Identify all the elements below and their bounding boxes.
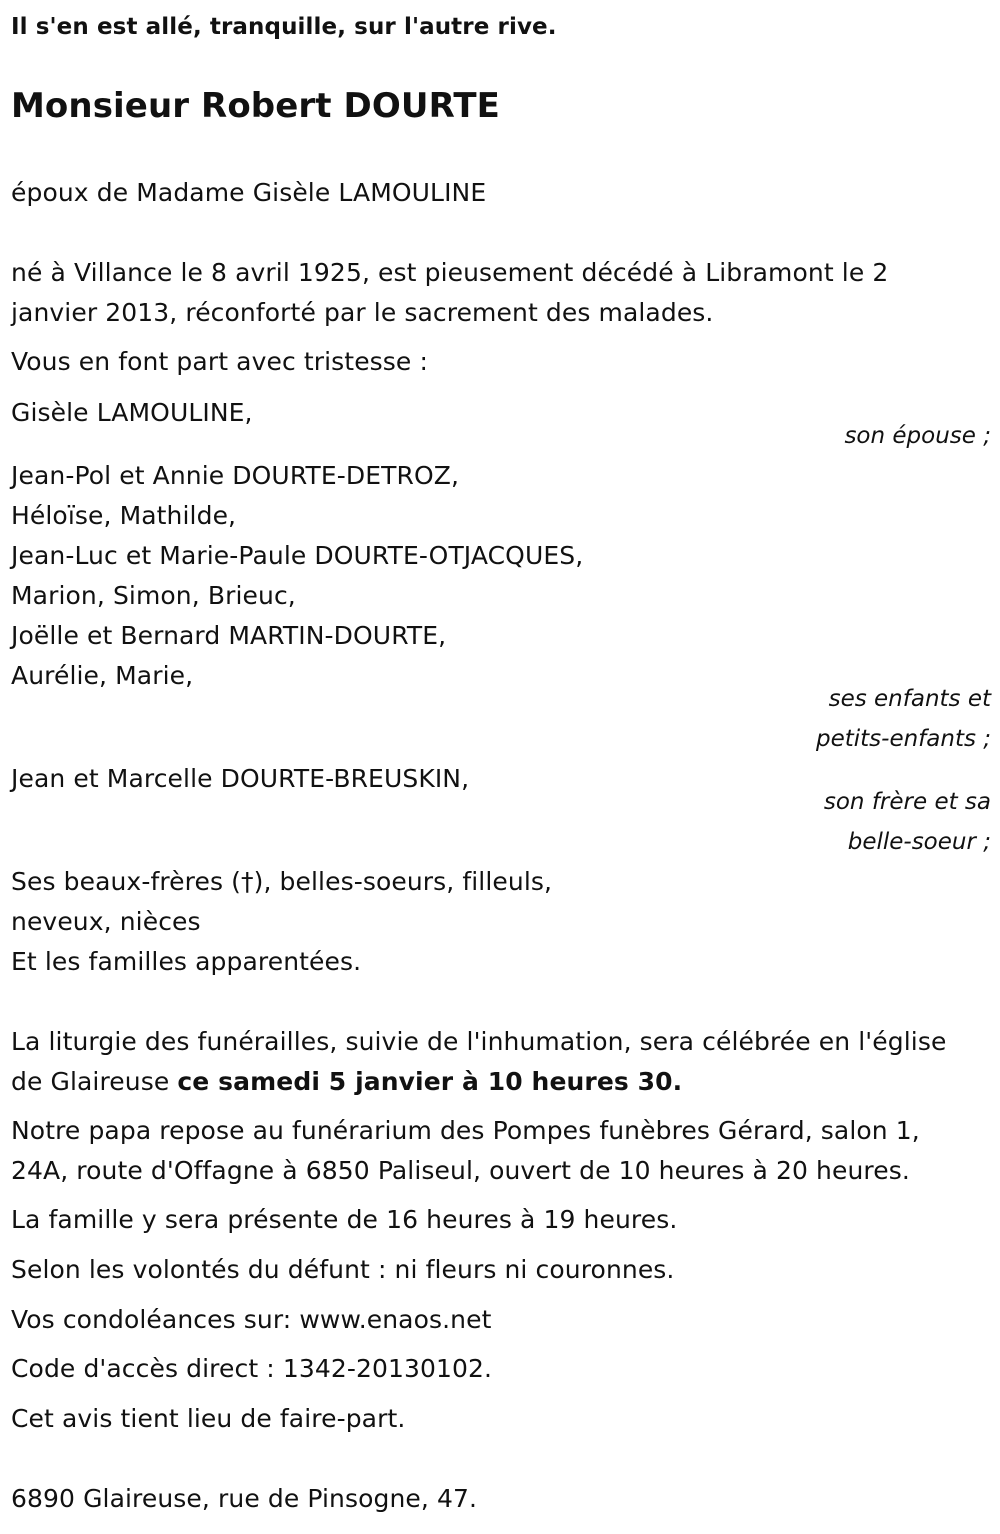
notice: Cet avis tient lieu de faire-part. bbox=[11, 1404, 406, 1433]
repose-line-1: Notre papa repose au funérarium des Pompes funèbres Gérard, salon 1, bbox=[11, 1116, 920, 1145]
children-line: Héloïse, Mathilde, bbox=[11, 501, 237, 530]
motto: Il s'en est allé, tranquille, sur l'autre rive. bbox=[11, 14, 557, 40]
children-line: Aurélie, Marie, bbox=[11, 661, 194, 690]
family-present: La famille y sera présente de 16 heures à 19 heures. bbox=[11, 1205, 678, 1234]
others-line: Et les familles apparentées. bbox=[11, 947, 362, 976]
funeral-line-1: La liturgie des funérailles, suivie de l'inhumation, sera célébrée en l'église bbox=[11, 1027, 947, 1056]
wife-name: Gisèle LAMOULINE, bbox=[11, 398, 253, 427]
children-line: Marion, Simon, Brieuc, bbox=[11, 581, 296, 610]
funeral-line-2 bbox=[11, 1062, 682, 1102]
children-role-line-1: ses enfants et bbox=[828, 686, 991, 712]
spouse-line: époux de Madame Gisèle LAMOULINE bbox=[11, 178, 487, 207]
funeral-date: ce samedi 5 janvier à 10 heures 30. bbox=[177, 1067, 683, 1096]
repose-line-2: 24A, route d'Offagne à 6850 Paliseul, ouvert de 10 heures à 20 heures. bbox=[11, 1156, 910, 1185]
others-line: Ses beaux-frères (†), belles-soeurs, filleuls, bbox=[11, 867, 553, 896]
announcement: Vous en font part avec tristesse : bbox=[11, 347, 428, 376]
birth-death-line-1: né à Villance le 8 avril 1925, est pieusement décédé à Libramont le 2 bbox=[11, 258, 889, 287]
brother-role-line-2: belle-soeur ; bbox=[847, 829, 991, 855]
condolences: Vos condoléances sur: www.enaos.net bbox=[11, 1305, 492, 1334]
deceased-name: Monsieur Robert DOURTE bbox=[11, 86, 500, 126]
wife-role: son épouse ; bbox=[844, 423, 991, 449]
others-line: neveux, nièces bbox=[11, 907, 201, 936]
children-line: Jean-Pol et Annie DOURTE-DETROZ, bbox=[11, 461, 460, 490]
obituary-notice bbox=[11, 0, 991, 1534]
children-line: Joëlle et Bernard MARTIN-DOURTE, bbox=[11, 621, 447, 650]
brother-name: Jean et Marcelle DOURTE-BREUSKIN, bbox=[11, 764, 470, 793]
access-code: Code d'accès direct : 1342-20130102. bbox=[11, 1354, 493, 1383]
children-line: Jean-Luc et Marie-Paule DOURTE-OTJACQUES, bbox=[11, 541, 584, 570]
children-role-line-2: petits-enfants ; bbox=[815, 726, 991, 752]
address: 6890 Glaireuse, rue de Pinsogne, 47. bbox=[11, 1484, 478, 1513]
birth-death-line-2: janvier 2013, réconforté par le sacrement des malades. bbox=[11, 298, 714, 327]
funeral-place: de Glaireuse bbox=[11, 1067, 178, 1096]
wishes: Selon les volontés du défunt : ni fleurs ni couronnes. bbox=[11, 1255, 675, 1284]
brother-role-line-1: son frère et sa bbox=[823, 789, 991, 815]
